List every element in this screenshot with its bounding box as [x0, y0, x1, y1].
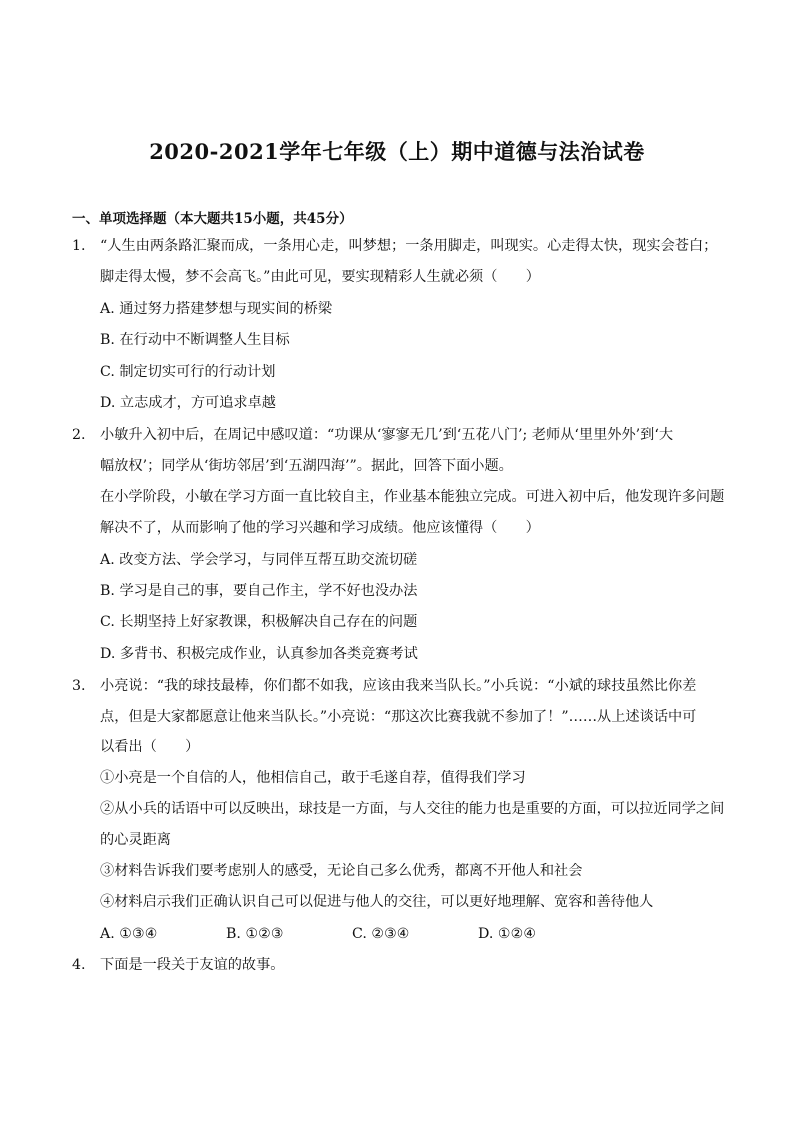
statement-3: ③材料告诉我们要考虑别人的感受，无论自己多么优秀，都离不开他人和社会: [100, 863, 583, 879]
option-d: D. 立志成才，方可追求卓越: [100, 395, 276, 411]
option-a: A. 通过努力搭建梦想与现实间的桥梁: [100, 301, 333, 317]
option-b: B. ①②③: [226, 926, 284, 942]
question-text: 幅放权’；同学从‘街坊邻居’到‘五湖四海’”。据此，回答下面小题。: [100, 458, 513, 474]
question-text: “人生由两条路汇聚而成，一条用心走，叫梦想；一条用脚走，叫现实。心走得太快，现实会苍白；: [100, 238, 718, 254]
options-row: [100, 924, 604, 944]
statement-2: ②从小兵的话语中可以反映出，球技是一方面，与人交往的能力也是重要的方面，可以拉近同学之间: [100, 801, 725, 817]
option-b: B. 学习是自己的事，要自己作主，学不好也没办法: [100, 583, 418, 599]
option-c: C. 制定切实可行的行动计划: [100, 364, 276, 380]
question-number: 1.: [72, 238, 86, 254]
question-text: 下面是一段关于友谊的故事。: [100, 957, 285, 973]
question-text: 小亮说：“我的球技最棒，你们都不如我，应该由我来当队长。”小兵说：“小斌的球技虽然比你差: [100, 678, 697, 694]
statement-1: ①小亮是一个自信的人，他相信自己，敢于毛遂自荐，值得我们学习: [100, 770, 526, 786]
option-c: C. 长期坚持上好家教课，积极解决自己存在的问题: [100, 614, 418, 630]
option-b: B. 在行动中不断调整人生目标: [100, 332, 290, 348]
question-text: 以看出（ ）: [100, 739, 200, 755]
question-text: 脚走得太慢，梦不会高飞。”由此可见，要实现精彩人生就必须（ ）: [100, 269, 540, 285]
option-c: C. ②③④: [352, 926, 410, 942]
option-a: A. 改变方法、学会学习，与同伴互帮互助交流切磋: [100, 552, 418, 568]
exam-title: 2020-2021学年七年级（上）期中道德与法治试卷: [149, 139, 645, 164]
question-text: 小敏升入初中后，在周记中感叹道：“功课从‘寥寥无几’到‘五花八门’; 老师从‘里里外外’到‘大: [100, 427, 674, 443]
question-text: 在小学阶段，小敏在学习方面一直比较自主，作业基本能独立完成。可进入初中后，他发现许多问题: [100, 489, 725, 505]
option-d: D. ①②④: [478, 926, 537, 942]
question-text: 解决不了，从而影响了他的学习兴趣和学习成绩。他应该懂得（ ）: [100, 520, 540, 536]
statement-2-cont: 的心灵距离: [100, 832, 171, 848]
question-text: 点，但是大家都愿意让他来当队长。”小亮说：“那这次比赛我就不参加了！”……从上述谈话中可: [100, 709, 697, 725]
question-number: 3.: [72, 678, 86, 694]
question-number: 4.: [72, 957, 86, 973]
option-a: A. ①③④: [100, 926, 158, 942]
question-number: 2.: [72, 427, 86, 443]
option-d: D. 多背书、积极完成作业，认真参加各类竞赛考试: [100, 646, 418, 662]
statement-4: ④材料启示我们正确认识自己可以促进与他人的交往，可以更好地理解、宽容和善待他人: [100, 894, 654, 910]
section-heading: 一、单项选择题（本大题共15小题，共45分）: [72, 211, 353, 227]
